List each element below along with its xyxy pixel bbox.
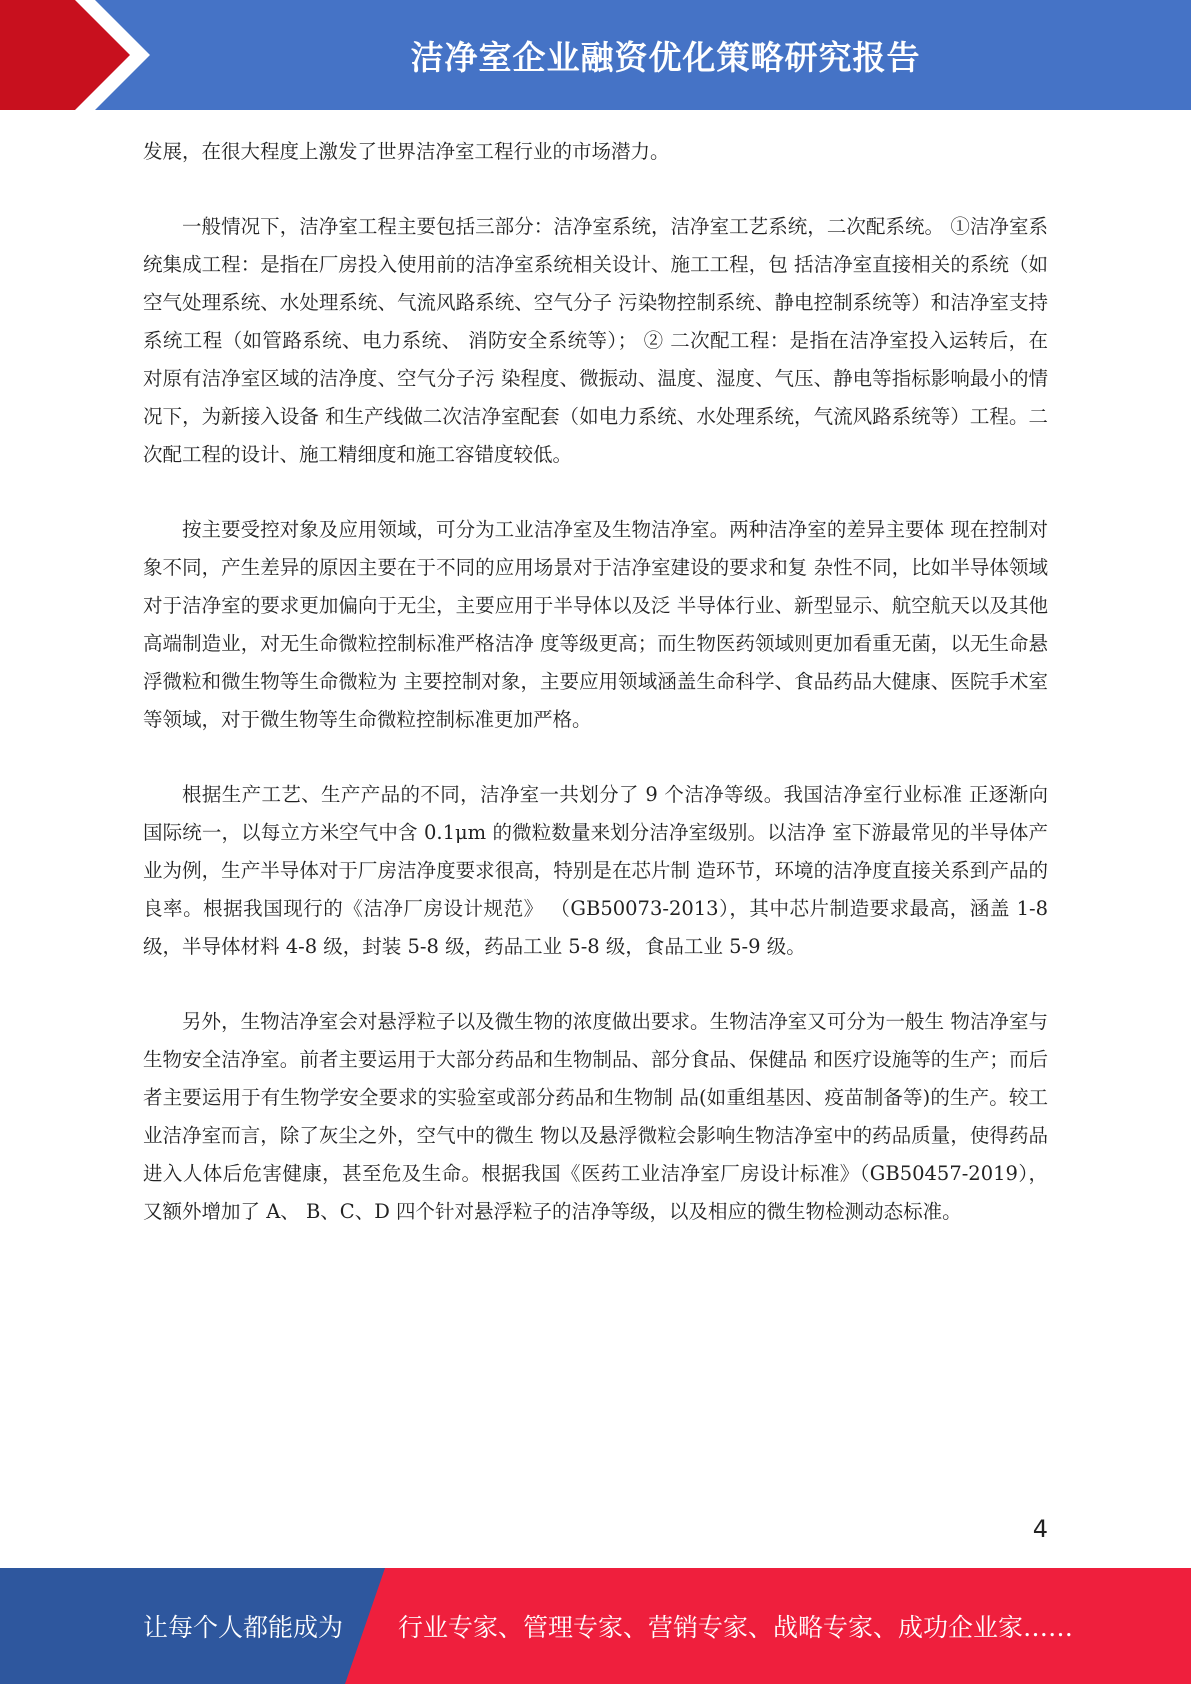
page-footer: [0, 1568, 1191, 1684]
page-number: 4: [1032, 1515, 1048, 1543]
header-chevron-decoration: [0, 0, 160, 110]
paragraph-3: 按主要受控对象及应用领域，可分为工业洁净室及生物洁净室。两种洁净室的差异主要体 现在控制对象不同，产生差异的原因主要在于不同的应用场景对于洁净室建设的要求和复 杂性不同，比如半导体领域对于洁净室的要求更加偏向于无尘，主要应用于半导体以及泛 半导体行业、新型显示、航空航天以及其他高端制造业，对无生命微粒控制标准严格洁净 度等级更高；而生物医药领域则更加看重无菌，以无生命悬浮微粒和微生物等生命微粒为 主要控制对象，主要应用领域涵盖生命科学、食品药品大健康、医院手术室等领域，对于微生物等生命微粒控制标准更加严格。: [143, 518, 1048, 731]
page-title: 洁净室企业融资优化策略研究报告: [410, 37, 921, 77]
paragraph-1: 发展，在很大程度上激发了世界洁净室工程行业的市场潜力。: [143, 140, 670, 163]
page-header: [0, 0, 1191, 110]
paragraph-4: 根据生产工艺、生产产品的不同，洁净室一共划分了 9 个洁净等级。我国洁净室行业标准 正逐渐向国际统一，以每立方米空气中含 0.1μm 的微粒数量来划分洁净室级别。以洁净 室下游最常见的半导体产业为例，生产半导体对于厂房洁净度要求很高，特别是在芯片制 造环节，环境的洁净度直接关系到产品的良率。根据我国现行的《洁净厂房设计规范》 （GB50073-2013），其中芯片制造要求最高，涵盖 1-8 级，半导体材料 4-8 级，封装 5-8 级，药品工业 5-8 级，食品工业 5-9 级。: [143, 783, 1048, 958]
footer-slogan-right: 行业专家、管理专家、营销专家、战略专家、成功企业家……: [398, 1613, 1074, 1642]
paragraph-5: 另外，生物洁净室会对悬浮粒子以及微生物的浓度做出要求。生物洁净室又可分为一般生 物洁净室与生物安全洁净室。前者主要运用于大部分药品和生物制品、部分食品、保健品 和医疗设施等的生产；而后者主要运用于有生物学安全要求的实验室或部分药品和生物制 品(如重组基因、疫苗制备等)的生产。较工业洁净室而言，除了灰尘之外，空气中的微生 物以及悬浮微粒会影响生物洁净室中的药品质量，使得药品进入人体后危害健康，甚至危及生命。根据我国《医药工业洁净室厂房设计标准》（GB50457-2019），又额外增加了 A、 B、C、D 四个针对悬浮粒子的洁净等级，以及相应的微生物检测动态标准。: [143, 1010, 1048, 1223]
paragraph-2: 一般情况下，洁净室工程主要包括三部分：洁净室系统，洁净室工艺系统，二次配系统。 ①洁净室系统集成工程：是指在厂房投入使用前的洁净室系统相关设计、施工工程，包 括洁净室直接相关的系统（如空气处理系统、水处理系统、气流风路系统、空气分子 污染物控制系统、静电控制系统等）和洁净室支持系统工程（如管路系统、电力系统、 消防安全系统等）； ② 二次配工程：是指在洁净室投入运转后，在对原有洁净室区域的洁净度、空气分子污 染程度、微振动、温度、湿度、气压、静电等指标影响最小的情况下，为新接入设备 和生产线做二次洁净室配套（如电力系统、水处理系统，气流风路系统等）工程。二 次配工程的设计、施工精细度和施工容错度较低。: [143, 215, 1048, 466]
footer-slogan-left: 让每个人都能成为: [143, 1613, 344, 1642]
document-body: [143, 133, 1048, 1268]
